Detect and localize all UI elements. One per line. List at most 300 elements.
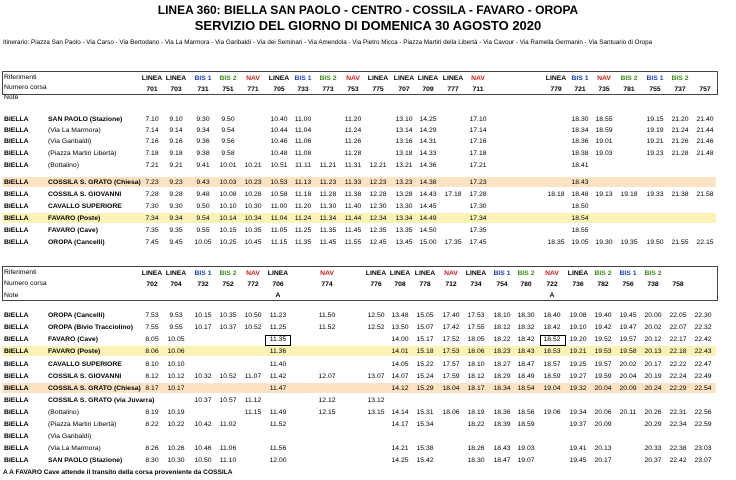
table2-time: 18.22 [493,336,511,343]
table1-time: 14.43 [419,191,437,198]
table1-time: 7.34 [145,215,159,222]
table1-time: 18.35 [547,239,565,246]
table1-time: 9.38 [196,150,210,157]
table1-time: 10.25 [219,239,237,246]
table2-time: 19.52 [594,336,612,343]
table2-time: 12.50 [367,312,385,319]
table2-header: BIS 1 [493,270,511,277]
table1-time: 11.13 [294,179,312,186]
table1-header: NAV [471,75,485,82]
table1-city: BIELLA [4,191,29,198]
table2-time: 15.42 [416,457,434,464]
table2-time: 20.06 [594,409,612,416]
table2-time: 19.04 [543,385,561,392]
table1-time: 11.00 [270,203,288,210]
table2-time: 20.09 [594,421,612,428]
table1-time: 10.03 [219,179,237,186]
table2-time: 22.43 [694,348,712,355]
table1-time: 14.38 [419,179,437,186]
table2-time: 18.43 [493,445,511,452]
table1-time: 9.36 [196,138,210,145]
table2-time: 10.57 [219,397,237,404]
table2-run-number: 738 [647,281,659,288]
table2-time: 11.52 [269,421,287,428]
table2-header: BIS 1 [619,270,637,277]
table1-header: BIS 1 [294,75,312,82]
table1-header: NAV [346,75,360,82]
table1-header: LINEA [417,75,439,82]
table2-header: LINEA [141,270,163,277]
table2-time: 18.47 [517,361,535,368]
table2-time: 9.55 [169,324,183,331]
table2-wait-box-2 [540,335,566,346]
table2-time: 22.56 [694,409,712,416]
table1-time: 17.14 [469,127,487,134]
table1-time: 9.54 [221,127,235,134]
table2-time: 15.05 [416,312,434,319]
table2-time: 10.17 [167,385,185,392]
table2-time: 19.57 [594,361,612,368]
table2-header: BIS 2 [594,270,612,277]
table2-time: 18.57 [543,361,561,368]
table2-time: 22.32 [694,324,712,331]
table1-run-number: 701 [146,86,158,93]
table1-time: 7.18 [145,150,159,157]
table1-time: 13.35 [395,227,413,234]
table2-run-number: 708 [394,281,406,288]
table1-header: LINEA [367,75,389,82]
table1-time: 19.30 [595,239,613,246]
table1-time: 9.35 [169,227,183,234]
table1-time: 19.35 [620,239,638,246]
table2-time: 22.42 [694,336,712,343]
table2-time: 11.15 [244,409,262,416]
table1-note-label: Note [4,94,19,101]
table1-time: 17.23 [469,179,487,186]
table2-time: 11.02 [219,421,237,428]
table2-header: LINEA [465,270,487,277]
table1-time: 17.18 [444,191,462,198]
table2-stop-name: COSSILA S. GRATO (via Juvarra) [48,397,155,404]
table1-time: 9.21 [169,162,183,169]
table1-time: 17.34 [469,215,487,222]
table1-time: 9.48 [196,191,210,198]
table1-time: 10.21 [244,162,262,169]
table2-time: 20.19 [644,373,662,380]
table1-time: 19.23 [646,150,664,157]
table1-time: 18.38 [571,150,589,157]
table2-time: 11.10 [219,457,237,464]
table1-time: 11.25 [294,227,312,234]
table2-time: 23.03 [694,445,712,452]
table2-header: BIS 2 [517,270,535,277]
table2-time: 18.10 [467,361,485,368]
table1-time: 11.55 [344,239,362,246]
table1-header: NAV [597,75,611,82]
table1-header: LINEA [268,75,290,82]
table2-time: 10.06 [167,348,185,355]
table2-time: 18.47 [493,457,511,464]
table2-time: 8.22 [145,421,159,428]
table1-time: 10.15 [219,227,237,234]
table2-time: 19.45 [619,312,637,319]
table2-run-number: 706 [272,281,284,288]
table2-time: 19.27 [569,373,587,380]
table1-time: 14.25 [419,116,437,123]
table2-time: 15.22 [416,361,434,368]
table1-header: LINEA [141,75,163,82]
table1-time: 10.53 [270,179,288,186]
table1-time: 7.45 [145,239,159,246]
table1-time: 9.56 [221,138,235,145]
table2-city: BIELLA [4,312,29,319]
table2-time: 22.18 [669,348,687,355]
table2-stop-name: FAVARO (Cave) [48,336,98,343]
table1-time: 11.40 [344,203,362,210]
table2-time: 11.42 [269,373,287,380]
table2-time: 20.33 [644,445,662,452]
table1-time: 11.04 [270,215,288,222]
table2-time: 18.30 [517,312,535,319]
table1-stop-name: (Piazza Martiri Libertà) [48,150,117,157]
table1-time: 19.05 [571,239,589,246]
table2-time: 22.24 [669,373,687,380]
table1-header: LINEA [545,75,567,82]
table2-time: 22.42 [669,457,687,464]
table2-time: 14.25 [391,457,409,464]
table1-time: 12.34 [369,215,387,222]
table2-time: 11.06 [219,445,237,452]
table2-time: 11.12 [244,397,262,404]
table1-time: 11.18 [294,191,312,198]
table2-header: LINEA [414,270,436,277]
table2-time: 19.34 [569,409,587,416]
table2-city: BIELLA [4,457,29,464]
table2-run-number: 712 [445,281,457,288]
table2-stop-name: (Bottalino) [48,409,79,416]
table1-run-number: 757 [699,86,711,93]
table2-time: 18.42 [517,336,535,343]
table2-time: 11.47 [269,385,287,392]
table2-time: 19.59 [594,373,612,380]
table1-time: 11.28 [344,150,362,157]
table1-time: 7.30 [145,203,159,210]
table2-time: 8.05 [145,336,159,343]
table2-time: 17.40 [442,312,460,319]
table1-time: 12.30 [369,203,387,210]
table2-time: 13.07 [367,373,385,380]
table2-header: BIS 1 [194,270,212,277]
table1-time: 13.34 [395,215,413,222]
table2-time: 14.17 [391,421,409,428]
table2-time: 23.07 [694,457,712,464]
table1-run-number: 755 [649,86,661,93]
table2-time: 18.27 [493,361,511,368]
table1-header: BIS 2 [319,75,337,82]
table1-time: 19.13 [595,191,613,198]
table1-stop-name: FAVARO (Poste) [48,215,101,222]
table2-run-number: 734 [470,281,482,288]
table2-time: 17.55 [467,324,485,331]
table1-time: 18.55 [595,116,613,123]
table2-time: 12.12 [318,397,336,404]
table1-time: 18.43 [571,179,589,186]
table1-time: 7.28 [145,191,159,198]
table2-time: 20.04 [619,373,637,380]
table2-time: 18.56 [517,409,535,416]
table1-time: 11.06 [294,138,312,145]
table2-time: 18.17 [467,385,485,392]
table1-time: 14.29 [419,127,437,134]
table2-header: BIS 2 [219,270,237,277]
table1-time: 11.20 [294,203,312,210]
table1-time: 12.23 [369,179,387,186]
table1-time: 7.21 [145,162,159,169]
table2-time: 11.25 [269,324,287,331]
table1-run-number: 705 [273,86,285,93]
table2-stop-name: (Via La Marmora) [48,445,101,452]
table2-run-number: 782 [597,281,609,288]
table2-time: 20.29 [644,421,662,428]
table2-time: 20.17 [644,361,662,368]
table1-time: 9.30 [169,203,183,210]
table2-time: 12.15 [318,409,336,416]
table1-time: 11.44 [344,215,362,222]
table1-time: 11.35 [294,239,312,246]
table1-stop-name: (Bottalino) [48,162,79,169]
table2-stop-name: (Via Garibaldi) [48,433,92,440]
table2-time: 18.06 [442,409,460,416]
table2-run-number: 702 [146,281,158,288]
table2-city: BIELLA [4,324,29,331]
table2-run-number: 772 [247,281,259,288]
table1-time: 7.14 [145,127,159,134]
table2-time: 20.02 [619,361,637,368]
table2-time: 8.19 [145,409,159,416]
table1-stop-name: SAN PAOLO (Stazione) [48,116,123,123]
table2-time: 11.52 [318,324,336,331]
table1-time: 11.11 [295,162,311,169]
table1-time: 11.35 [319,227,337,234]
table1-num-label: Numero corsa [4,84,47,91]
table2-time: 22.54 [694,385,712,392]
table2-time: 11.56 [269,445,287,452]
table2-time: 20.12 [644,336,662,343]
table2-time: 19.03 [517,445,535,452]
table2-time: 13.15 [367,409,385,416]
table2-stop-name: (Piazza Martiri Libertà) [48,421,117,428]
table2-time: 10.26 [167,445,185,452]
table1-time: 14.36 [419,162,437,169]
table1-city: BIELLA [4,227,29,234]
table1-time: 11.38 [344,191,362,198]
table2-time: 14.07 [391,373,409,380]
table1-time: 21.20 [671,116,689,123]
table1-time: 18.30 [571,116,589,123]
table2-time: 19.06 [543,409,561,416]
table2-time: 18.43 [517,348,535,355]
table1-header: LINEA [393,75,415,82]
table2-time: 18.59 [543,373,561,380]
table2-time: 18.59 [517,421,535,428]
table1-run-number: 721 [574,86,586,93]
table2-run-number: 778 [419,281,431,288]
table2-time: 14.01 [391,348,409,355]
table1-time: 17.35 [469,227,487,234]
table1-run-number: 781 [623,86,635,93]
table1-time: 14.33 [419,150,437,157]
table1-header: BIS 1 [646,75,664,82]
table2-time: 15.18 [416,348,434,355]
table2-time: 19.08 [569,312,587,319]
table1-time: 19.01 [595,138,613,145]
table1-time: 21.48 [696,150,714,157]
table2-time: 10.17 [194,324,212,331]
table1-time: 21.40 [696,116,714,123]
table2-header: LINEA [267,270,289,277]
table2-time: 18.40 [543,312,561,319]
table2-time: 22.34 [669,421,687,428]
table1-time: 18.18 [547,191,565,198]
table1-city: BIELLA [4,215,29,222]
table1-time: 9.34 [169,215,183,222]
table2-time: 10.35 [219,312,237,319]
itinerary: Itinerario: Piazza San Paolo - Via Carso - Via Bertodano - Via La Marmora - Via Garibaldi - Via dei Seminari - Via Amendola - Via Pietro Micca - Piazza Martiri della Libertà - Via Cavour - Via Ramella Germanin - Via Santuario di Oropa [3,39,653,46]
table2-time: 20.26 [644,409,662,416]
table2-time: 18.29 [493,373,511,380]
table2-time: 14.05 [391,361,409,368]
table2-time: 12.52 [367,324,385,331]
table1-time: 13.14 [395,127,413,134]
table1-time: 10.14 [219,215,237,222]
table1-time: 22.15 [696,239,714,246]
line-title: LINEA 360: BIELLA SAN PAOLO - CENTRO - COSSILA - FAVARO - OROPA [157,3,579,17]
table2-time: 15.07 [416,324,434,331]
table1-city: BIELLA [4,203,29,210]
table1-header: BIS 1 [194,75,212,82]
table2-header: LINEA [567,270,589,277]
table2-run-number: 722 [546,281,558,288]
table1-time: 11.24 [294,215,312,222]
table1-time: 18.36 [571,138,589,145]
table2-time: 20.37 [644,457,662,464]
table2-time: 18.30 [467,457,485,464]
table1-header: BIS 1 [571,75,589,82]
table2-time: 19.20 [569,336,587,343]
table1-time: 21.55 [671,239,689,246]
table2-time: 17.53 [467,312,485,319]
table1-time: 11.21 [319,162,337,169]
table2-time: 19.58 [619,348,637,355]
table1-time: 10.51 [270,162,288,169]
table2-stop-name: SAN PAOLO (Stazione) [48,457,123,464]
table1-time: 14.45 [419,203,437,210]
table2-time: 17.42 [442,324,460,331]
table2-city: BIELLA [4,385,29,392]
table1-time: 11.34 [319,215,337,222]
table2-time: 20.04 [594,385,612,392]
table2-run-number: 732 [197,281,209,288]
table1-city: BIELLA [4,162,29,169]
table1-time: 10.01 [219,162,237,169]
table1-time: 21.46 [696,138,714,145]
table1-time: 12.45 [369,239,387,246]
table2-time: 18.32 [517,324,535,331]
table2-time: 7.55 [145,324,159,331]
table2-time: 10.50 [194,457,212,464]
table2-time: 18.12 [467,373,485,380]
table1-time: 12.35 [369,227,387,234]
table1-time: 19.21 [646,138,664,145]
table2-header: NAV [545,270,559,277]
table1-header: NAV [246,75,260,82]
table2-time: 13.50 [391,324,409,331]
table2-stop-name: COSSILA S. GRATO (Chiesa) [48,385,141,392]
table1-time: 9.14 [169,127,183,134]
table1-stop-name: OROPA (Cancelli) [48,239,105,246]
table1-time: 18.50 [571,203,589,210]
table2-header: LINEA [165,270,187,277]
table2-time: 11.23 [269,312,287,319]
table2-ref-label: Riferimenti [4,269,37,276]
table1-time: 21.24 [671,127,689,134]
table2-time: 19.41 [569,445,587,452]
table1-city: BIELLA [4,179,29,186]
table1-stop-name: COSSILA S. GIOVANNI [48,191,122,198]
table2-stop-name: OROPA (Bivio Tracciolino) [48,324,133,331]
table1-time: 11.15 [270,239,288,246]
table1-time: 7.23 [145,179,159,186]
table2-time: 10.05 [167,336,185,343]
table2-city: BIELLA [4,421,29,428]
table2-note-a: A [275,292,281,299]
table2-time: 10.37 [194,397,212,404]
table2-run-number: 780 [520,281,532,288]
table2-run-number: 774 [321,281,333,288]
table2-time: 13.12 [367,397,385,404]
table1-city: BIELLA [4,138,29,145]
table2-time: 19.40 [594,312,612,319]
table1-time: 10.45 [244,239,262,246]
table2-time: 20.02 [644,324,662,331]
table1-time: 21.44 [696,127,714,134]
table1-time: 15.00 [419,239,437,246]
table1-time: 9.10 [169,116,183,123]
table1-city: BIELLA [4,127,29,134]
table2-stop-name: FAVARO (Poste) [48,348,101,355]
table1-time: 12.21 [369,162,387,169]
table2-time: 10.37 [219,324,237,331]
table1-time: 9.50 [221,116,235,123]
table2-time: 22.59 [694,421,712,428]
table2-time: 8.30 [145,457,159,464]
table1-time: 9.16 [169,138,183,145]
table1-stop-name: COSSILA S. GRATO (Chiesa) [48,179,141,186]
table1-time: 9.54 [196,215,210,222]
table1-run-number: 711 [472,86,484,93]
table2-time: 18.26 [467,445,485,452]
table1-time: 10.35 [244,227,262,234]
table2-time: 20.00 [644,312,662,319]
table2-time: 17.53 [442,348,460,355]
table1-run-number: 709 [422,86,434,93]
table1-time: 10.40 [270,116,288,123]
table1-time: 18.41 [571,162,589,169]
table2-time: 14.12 [391,385,409,392]
table2-time: 7.53 [145,312,159,319]
table2-city: BIELLA [4,397,29,404]
table2-time: 20.11 [619,409,637,416]
